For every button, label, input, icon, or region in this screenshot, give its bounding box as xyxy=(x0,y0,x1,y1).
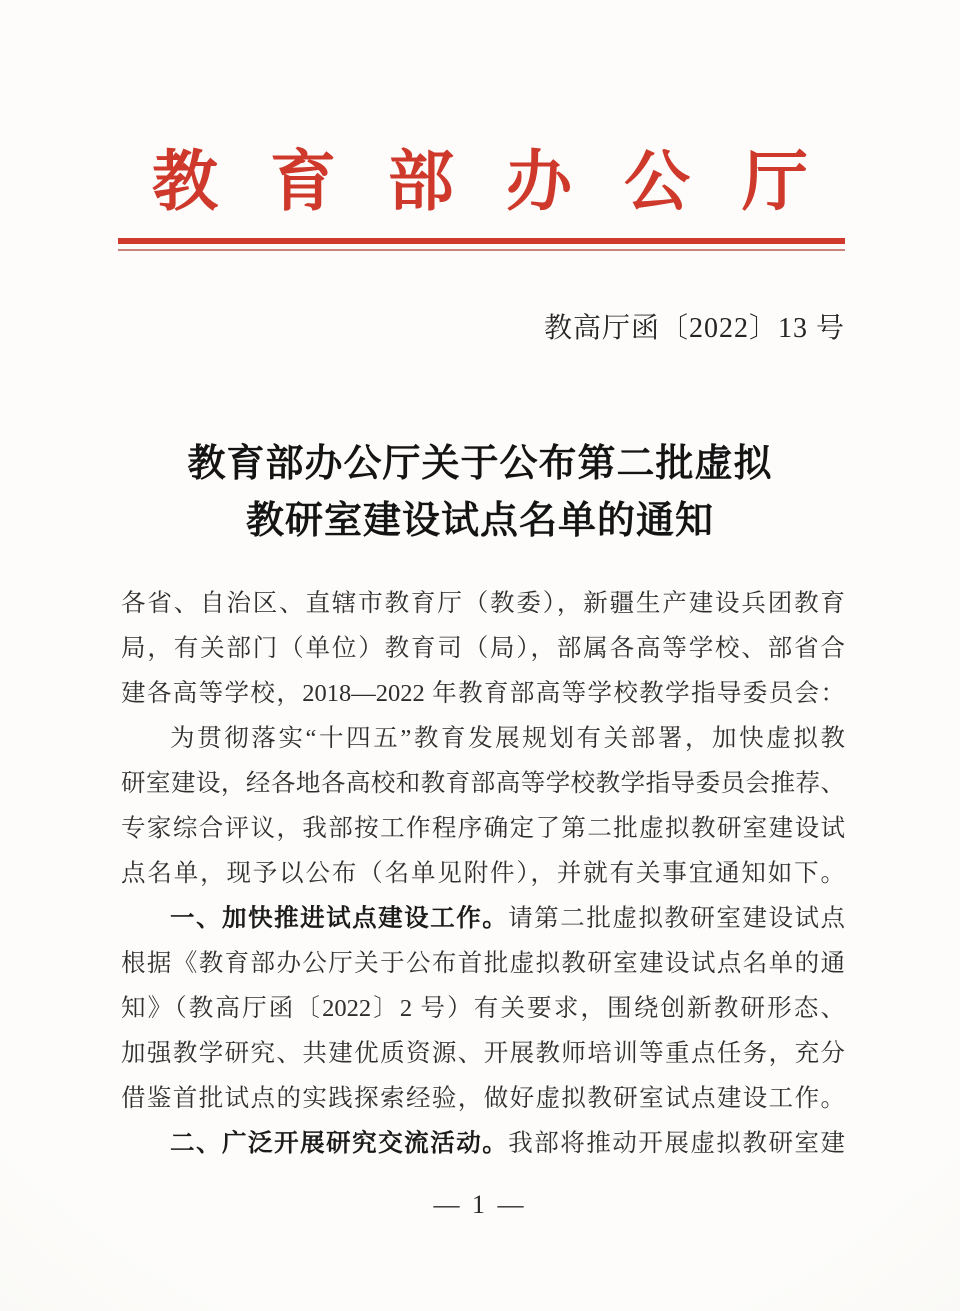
letterhead-agency-title: 教育部办公厅 xyxy=(152,146,860,219)
body-line-recipients-3: 建各高等学校，2018—2022 年教育部高等学校教学指导委员会： xyxy=(121,680,845,707)
body-line-section2-1 xyxy=(121,1121,845,1166)
body-line-recipients-1: 各省、自治区、直辖市教育厅（教委），新疆生产建设兵团教育 xyxy=(121,590,845,617)
body-line-section1-1 xyxy=(121,896,845,941)
body-line-section1-4: 加强教学研究、共建优质资源、开展教师培训等重点任务，充分 xyxy=(121,1040,845,1067)
body-line-intro-4: 点名单，现予以公布（名单见附件），并就有关事宜通知如下。 xyxy=(121,860,845,887)
body-line-intro-1: 为贯彻落实“十四五”教育发展规划有关部署，加快虚拟教 xyxy=(170,725,845,752)
divider-thick-rule xyxy=(118,238,845,244)
body-line-intro-3: 专家综合评议，我部按工作程序确定了第二批虚拟教研室建设试 xyxy=(121,815,845,842)
letterhead-divider xyxy=(118,238,845,251)
divider-thin-rule xyxy=(118,249,845,251)
page-number: — 1 — xyxy=(433,1190,527,1219)
document-title-line1: 教育部办公厅关于公布第二批虚拟 xyxy=(187,443,773,485)
section2-heading: 二、广泛开展研究交流活动。 xyxy=(170,1130,509,1157)
document-title xyxy=(0,436,960,550)
body-line-intro-2: 研室建设，经各地各高校和教育部高等学校教学指导委员会推荐、 xyxy=(121,770,845,797)
section1-text: 请第二批虚拟教研室建设试点 xyxy=(508,905,846,932)
body-line-section1-3: 知》（教高厅函〔2022〕2 号）有关要求，围绕创新教研形态、 xyxy=(121,995,845,1022)
body-line-section1-2: 根据《教育部办公厅关于公布首批虚拟教研室建设试点名单的通 xyxy=(121,950,845,977)
document-number: 教高厅函〔2022〕13 号 xyxy=(543,313,845,344)
document-body xyxy=(121,581,845,1166)
body-line-section1-5: 借鉴首批试点的实践探索经验，做好虚拟教研室试点建设工作。 xyxy=(121,1085,845,1112)
body-line-recipients-2: 局，有关部门（单位）教育司（局），部属各高等学校、部省合 xyxy=(121,635,845,662)
document-title-line2: 教研室建设试点名单的通知 xyxy=(245,500,714,542)
section2-text: 我部将推动开展虚拟教研室建 xyxy=(508,1130,846,1157)
section1-heading: 一、加快推进试点建设工作。 xyxy=(170,905,509,932)
